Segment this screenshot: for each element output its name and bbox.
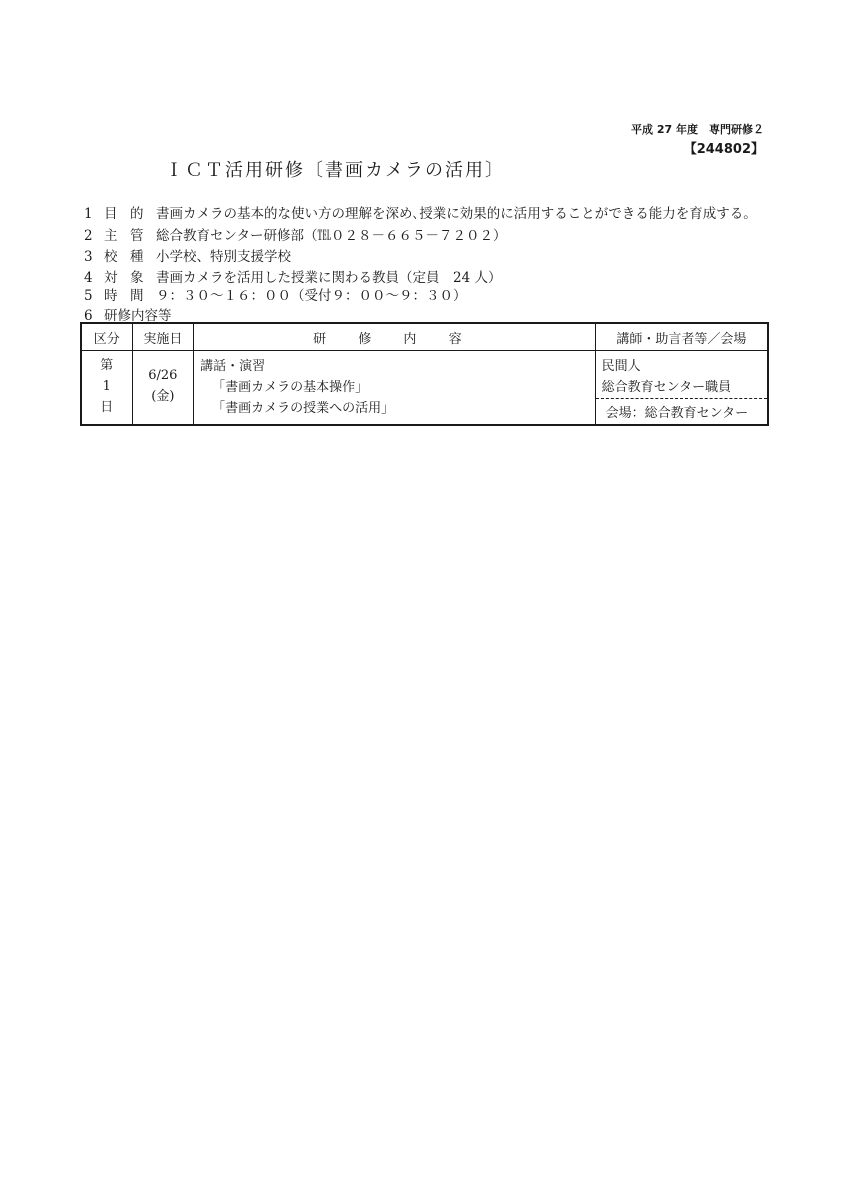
training-schedule-table: [80, 322, 769, 426]
page-title: ＩＣＴ活用研修〔書画カメラの活用〕: [165, 160, 505, 181]
date-cell: 6/26 (金): [132, 351, 194, 426]
info-row-organizer: 2 主 管 総合教育センター研修部（℡０２８－６６５－７２０２）: [84, 228, 507, 244]
venue-cell: 会場：総合教育センター: [595, 399, 768, 426]
table-header-row: [81, 323, 768, 351]
header-content: 研 修 内 容: [194, 323, 596, 351]
header-date: 実施日: [132, 323, 194, 351]
header-kubun: 区分: [81, 323, 132, 351]
info-row-contents-heading: 6 研修内容等: [84, 308, 172, 324]
lecturer-cell: 民間人 総合教育センター職員: [595, 351, 768, 399]
info-row-purpose: 1 目 的 書画カメラの基本的な使い方の理解を深め､授業に効果的に活用することができる能力を育成する。: [84, 206, 757, 222]
course-code: 【244802】: [683, 142, 764, 157]
fiscal-year-label: 平成 27 年度 専門研修２: [631, 123, 764, 136]
header-lecturer: 講師・助言者等／会場: [595, 323, 768, 351]
info-row-school-type: 3 校 種 小学校、特別支援学校: [84, 249, 291, 265]
info-row-time: 5 時 間 ９：３０～１６：００（受付９：００～９：３０）: [84, 288, 467, 304]
info-row-target: 4 対 象 書画カメラを活用した授業に関わる教員（定員 24 人）: [84, 270, 502, 286]
content-cell: 講話・演習 「書画カメラの基本操作」 「書画カメラの授業への活用」: [194, 351, 596, 426]
table-row: [81, 351, 768, 399]
day-number-cell: 第 1 日: [81, 351, 132, 426]
